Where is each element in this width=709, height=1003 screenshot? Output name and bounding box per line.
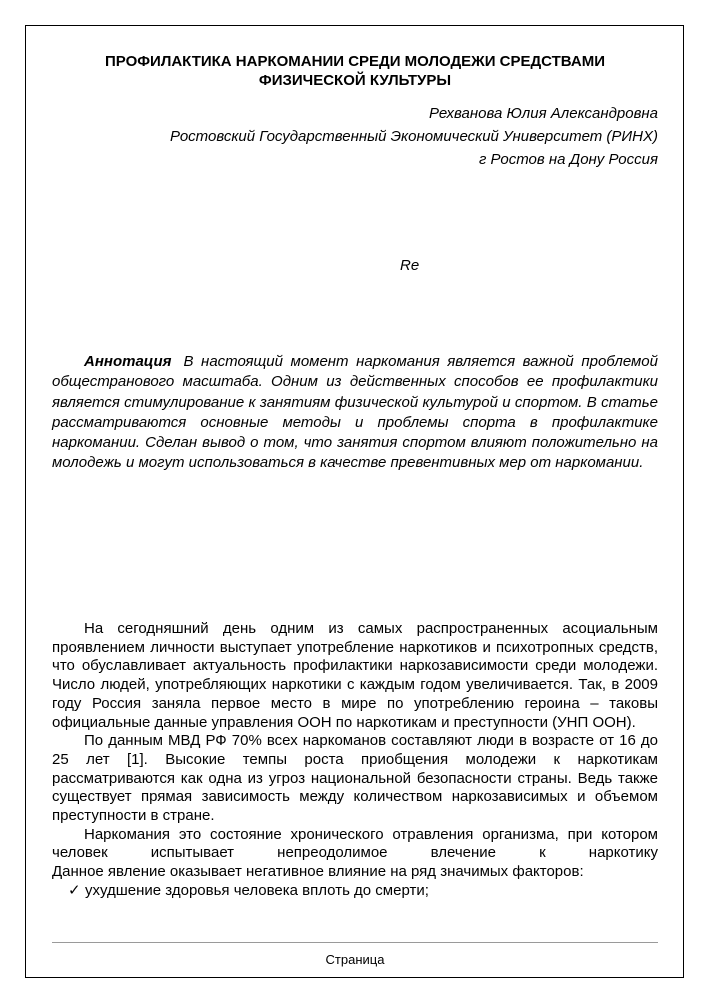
author-affiliation: Ростовский Государственный Экономический Университет (РИНХ): [169, 128, 658, 145]
abstract-text: В настоящий момент наркомания является важной проблемой общестранового масштаба. Одним из действенных способов ее профилактики является стимулирование к занятиям физической культурой и спортом. В статье рассматриваются основные методы и проблемы спорта в профилактике наркомании. Сделан вывод о том, что занятия спортом влияют положительно на молодежь и могут использоваться в качестве превентивных мер от наркомании.: [52, 353, 658, 472]
paragraph-1: На сегодняшний день одним из самых распространенных асоциальным проявлением личности выступает употребление наркотиков и психотропных средств, что обуславливает актуальность профилактики наркозависимости среди молодежи. Число людей, употребляющих наркотики с каждым годом увеличивается. Так, в 2009 году Россия заняла первое место в мире по употреблению героина – таковы официальные данные управления ООН по наркотикам и преступности (УНП ООН).: [52, 620, 658, 731]
marker-text: Re: [400, 257, 420, 274]
list-item-text: ухудшение здоровья человека вплоть до смерти;: [85, 881, 429, 899]
author-location: г Ростов на Дону Россия: [478, 151, 658, 168]
body-text: [52, 620, 658, 901]
footer-divider: [52, 942, 658, 943]
checkmark-icon: ✓: [68, 881, 81, 899]
author-name: Рехванова Юлия Александровна: [428, 105, 658, 122]
paragraph-4: Данное явление оказывает негативное влияние на ряд значимых факторов:: [52, 863, 584, 881]
title-line-2: ФИЗИЧЕСКОЙ КУЛЬТУРЫ: [258, 72, 452, 89]
title-line-1: ПРОФИЛАКТИКА НАРКОМАНИИ СРЕДИ МОЛОДЕЖИ СРЕДСТВАМИ: [104, 53, 605, 70]
abstract-label: Аннотация: [84, 353, 172, 370]
abstract: [52, 352, 658, 474]
page-footer: Страница: [325, 952, 385, 967]
author-block: [52, 102, 658, 171]
paragraph-2: По данным МВД РФ 70% всех наркоманов составляют люди в возрасте от 16 до 25 лет [1]. Высокие темпы роста приобщения молодежи к наркотикам рассматриваются как одна из угроз национальной безопасности страны. Ведь также существует прямая зависимость между количеством наркозависимых и объемом преступности в стране.: [52, 732, 658, 825]
document-title: [52, 52, 658, 90]
bullet-list: [52, 882, 658, 901]
list-item: [68, 882, 658, 901]
paragraph-3: Наркомания это состояние хронического отравления организма, при котором человек испытывает непреодолимое влечение к наркотику: [52, 825, 658, 862]
